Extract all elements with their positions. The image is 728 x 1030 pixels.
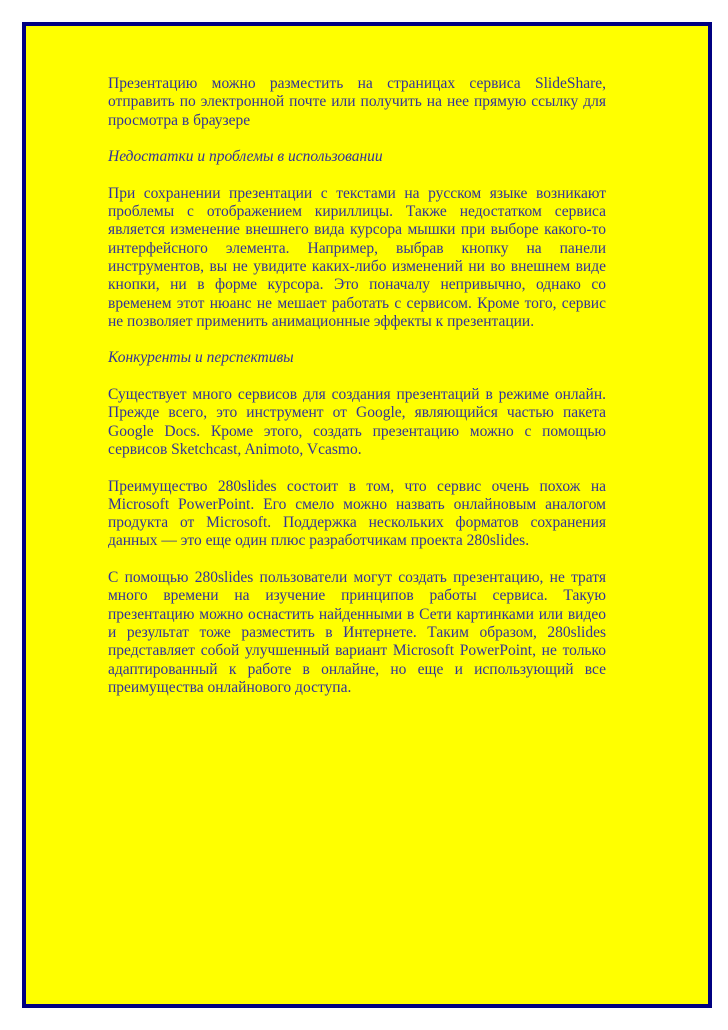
conclusion-paragraph: С помощью 280slides пользователи могут создать презентацию, не тратя много времени на изучение принципов работы сервиса. Такую презентацию можно оснастить найденными в Сети картинками или видео и результат тоже разместить в Интернете. Таким образом, 280slides представляет собой улучшенный вариант Microsoft PowerPoint, не только адаптированный к работе в онлайне, но еще и использующий все преимущества онлайнового доступа.	[108, 569, 606, 696]
section-heading-drawbacks: Недостатки и проблемы в использовании	[108, 148, 383, 166]
competitors-paragraph: Существует много сервисов для создания презентаций в режиме онлайн. Прежде всего, это инструмент от Google, являющийся частью пакета Google Docs. Кроме этого, создать презентацию можно с помощью сервисов Sketchcast, Animoto, Vcasmo.	[108, 386, 606, 458]
page-frame	[22, 22, 712, 1008]
document-body	[108, 75, 606, 715]
drawbacks-paragraph: При сохранении презентации с текстами на русском языке возникают проблемы с отображением кириллицы. Также недостатком сервиса является изменение внешнего вида курсора мышки при выборе какого-то интерфейсного элемента. Например, выбрав кнопку на панели инструментов, вы не увидите каких-либо изменений ни во внешнем виде кнопки, ни в форме курсора. Это поначалу непривычно, однако со временем этот нюанс не мешает работать с сервисом. Кроме того, сервис не позволяет применить анимационные эффекты к презентации.	[108, 184, 606, 330]
intro-paragraph: Презентацию можно разместить на страницах сервиса SlideShare, отправить по электронной почте или получить на нее прямую ссылку для просмотра в браузере	[108, 75, 606, 129]
section-heading-competitors: Конкуренты и перспективы	[108, 349, 294, 367]
advantages-paragraph: Преимущество 280slides состоит в том, что сервис очень похож на Microsoft PowerPoint. Его смело можно назвать онлайновым аналогом продукта от Microsoft. Поддержка нескольких форматов сохранения данных — это еще один плюс разработчикам проекта 280slides.	[108, 477, 606, 550]
